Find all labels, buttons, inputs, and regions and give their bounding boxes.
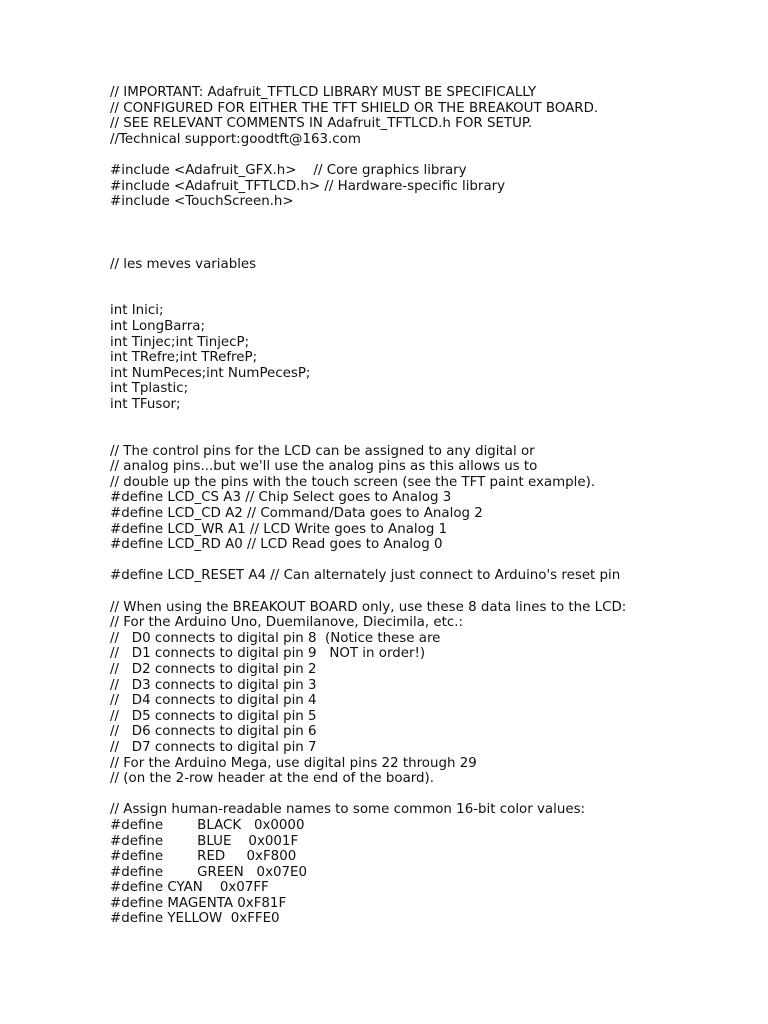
code-line: int Inici; xyxy=(110,303,164,319)
code-line: #include <TouchScreen.h> xyxy=(110,194,294,210)
code-line xyxy=(110,147,750,163)
code-line: #define BLUE 0x001F xyxy=(110,833,299,849)
code-line xyxy=(110,553,750,569)
source-code-text xyxy=(110,85,750,927)
code-line: // Assign human-readable names to some common 16-bit color values: xyxy=(110,802,586,818)
code-line: // D5 connects to digital pin 5 xyxy=(110,708,317,724)
code-line: // D1 connects to digital pin 9 NOT in order!) xyxy=(110,646,426,662)
code-line: // D2 connects to digital pin 2 xyxy=(110,661,317,677)
code-line: int NumPeces;int NumPecesP; xyxy=(110,365,311,381)
code-line: int LongBarra; xyxy=(110,318,206,334)
code-line: #define GREEN 0x07E0 xyxy=(110,864,308,880)
code-line xyxy=(110,584,750,600)
code-line xyxy=(110,428,750,444)
code-line: // D7 connects to digital pin 7 xyxy=(110,739,317,755)
code-line: #define CYAN 0x07FF xyxy=(110,880,269,896)
code-line xyxy=(110,225,750,241)
code-line: #define LCD_WR A1 // LCD Write goes to Analog 1 xyxy=(110,521,448,537)
code-line: // les meves variables xyxy=(110,256,257,272)
code-line: int TFusor; xyxy=(110,396,181,412)
code-line xyxy=(110,210,750,226)
code-line xyxy=(110,241,750,257)
code-line: int Tplastic; xyxy=(110,381,189,397)
code-line: #define YELLOW 0xFFE0 xyxy=(110,911,280,927)
code-line: // For the Arduino Uno, Duemilanove, Diecimila, etc.: xyxy=(110,615,464,631)
code-line: #define BLACK 0x0000 xyxy=(110,817,305,833)
code-line xyxy=(110,787,750,803)
code-line: #define LCD_RESET A4 // Can alternately just connect to Arduino's reset pin xyxy=(110,568,621,584)
code-line xyxy=(110,272,750,288)
code-line: // D3 connects to digital pin 3 xyxy=(110,677,317,693)
code-line: // IMPORTANT: Adafruit_TFTLCD LIBRARY MUST BE SPECIFICALLY xyxy=(110,85,537,100)
code-line: // analog pins...but we'll use the analog pins as this allows us to xyxy=(110,459,538,475)
code-line: // D0 connects to digital pin 8 (Notice these are xyxy=(110,630,441,646)
code-line: #include <Adafruit_GFX.h> // Core graphics library xyxy=(110,162,467,178)
code-line: // For the Arduino Mega, use digital pins 22 through 29 xyxy=(110,755,477,771)
code-line: int TRefre;int TRefreP; xyxy=(110,350,258,366)
code-line: #define LCD_CS A3 // Chip Select goes to Analog 3 xyxy=(110,490,452,506)
code-line: // The control pins for the LCD can be assigned to any digital or xyxy=(110,443,535,459)
code-line xyxy=(110,288,750,304)
code-line: // double up the pins with the touch screen (see the TFT paint example). xyxy=(110,474,596,490)
code-line: #define LCD_CD A2 // Command/Data goes to Analog 2 xyxy=(110,506,483,522)
code-line: int Tinjec;int TinjecP; xyxy=(110,334,250,350)
code-line: // (on the 2-row header at the end of the board). xyxy=(110,771,435,787)
code-line: #define LCD_RD A0 // LCD Read goes to Analog 0 xyxy=(110,537,443,553)
code-line: // D4 connects to digital pin 4 xyxy=(110,693,317,709)
code-line: #define MAGENTA 0xF81F xyxy=(110,895,287,911)
code-line: // CONFIGURED FOR EITHER THE TFT SHIELD OR THE BREAKOUT BOARD. xyxy=(110,100,599,116)
code-line: // When using the BREAKOUT BOARD only, use these 8 data lines to the LCD: xyxy=(110,599,627,615)
code-line: //Technical support:goodtft@163.com xyxy=(110,131,361,147)
code-line: #include <Adafruit_TFTLCD.h> // Hardware-specific library xyxy=(110,178,506,194)
code-line: // SEE RELEVANT COMMENTS IN Adafruit_TFTLCD.h FOR SETUP. xyxy=(110,116,533,132)
code-line: #define RED 0xF800 xyxy=(110,849,297,865)
code-line: // D6 connects to digital pin 6 xyxy=(110,724,317,740)
code-line xyxy=(110,412,750,428)
